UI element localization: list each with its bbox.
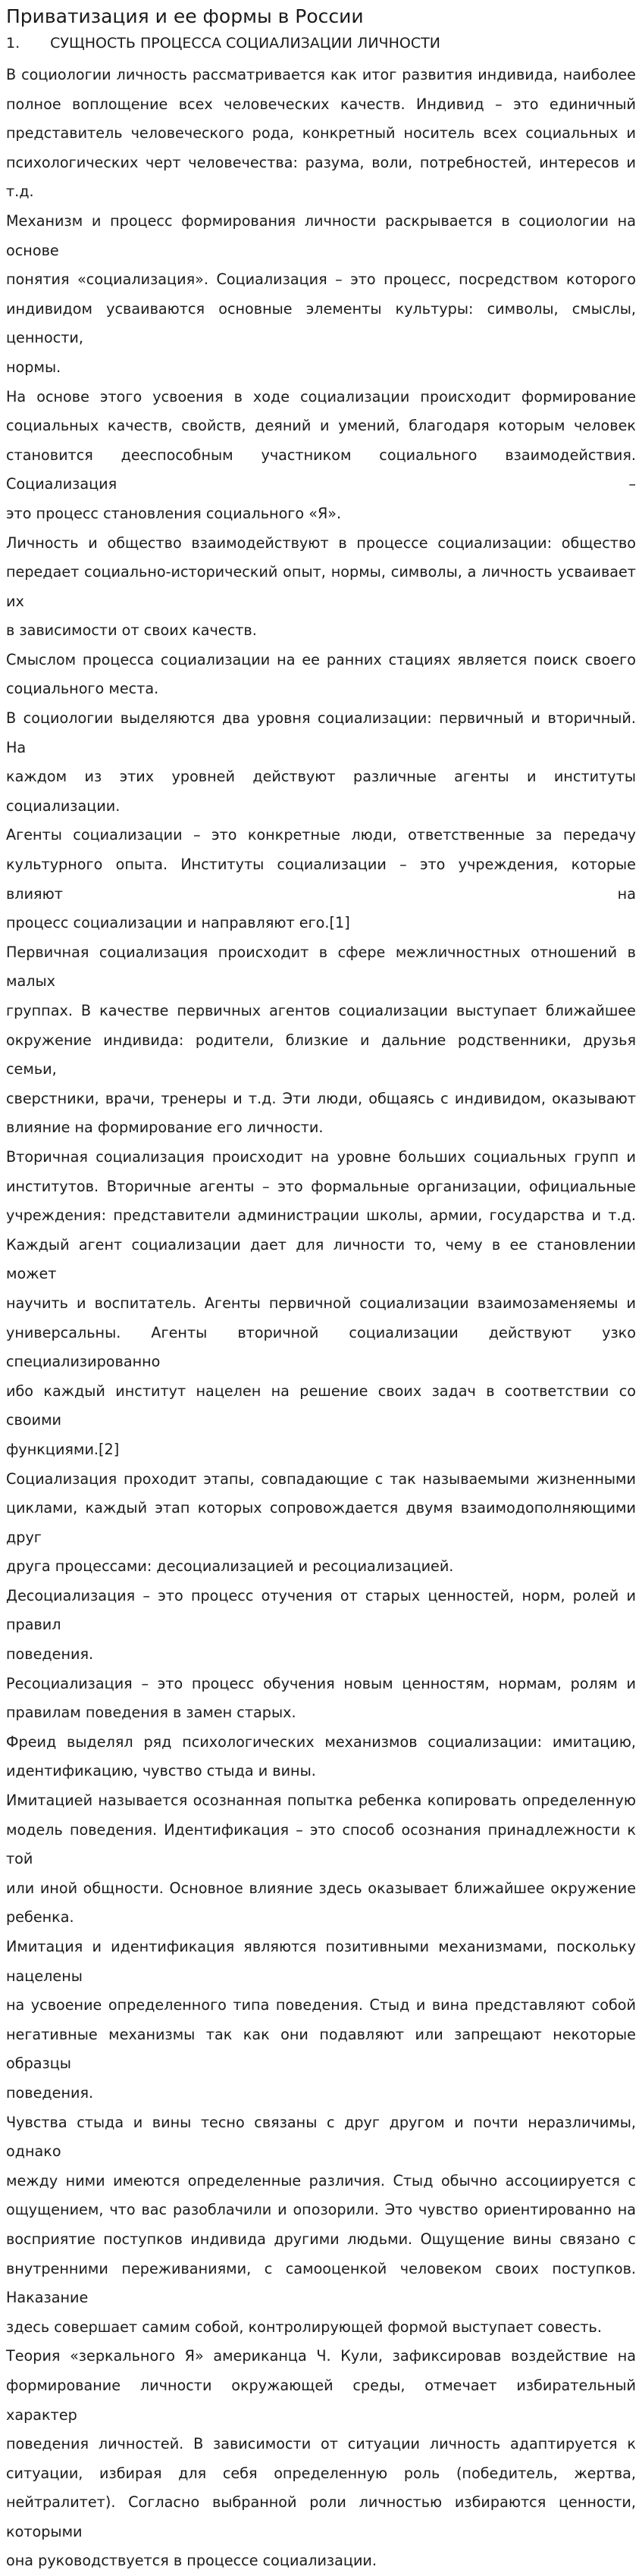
- paragraph: [6, 1143, 636, 1465]
- paragraph-line: каждом из этих уровней действуют различные агенты и институты социализации.: [6, 768, 636, 815]
- paragraph: [6, 821, 636, 937]
- section-number: 1.: [6, 35, 20, 52]
- paragraph-line: ситуации, избирая для себя определенную роль (победитель, жертва,: [6, 2464, 636, 2482]
- paragraph-line: нормы.: [6, 358, 61, 376]
- document-title: Приватизация и ее формы в России: [6, 5, 364, 27]
- paragraph-line: социальных качеств, свойств, деяний и умений, благодаря которым человек: [6, 417, 636, 435]
- paragraph-line: Первичная социализация происходит в сфере межличностных отношений в малых: [6, 943, 636, 991]
- paragraph-line: процесс социализации и направляют его.[1]: [6, 914, 350, 932]
- paragraph-line: ребенка.: [6, 1908, 74, 1927]
- paragraph: [6, 1933, 636, 2108]
- paragraph-line: т.д.: [6, 183, 34, 201]
- paragraph-line: становится дееспособным участником социального взаимодействия. Социализация –: [6, 446, 636, 493]
- paragraph: [6, 207, 636, 383]
- paragraph-line: циклами, каждый этап которых сопровождается двумя взаимодополняющими друг: [6, 1499, 636, 1546]
- paragraph-line: влияние на формирование его личности.: [6, 1119, 324, 1137]
- paragraph-line: Теория «зеркального Я» американца Ч. Кули, зафиксировав воздействие на: [6, 2347, 636, 2365]
- paragraph: [6, 2108, 636, 2343]
- paragraph-line: окружение индивида: родители, близкие и дальние родственники, друзья семьи,: [6, 1031, 636, 1078]
- paragraph-line: в зависимости от своих качеств.: [6, 621, 257, 640]
- paragraph-line: Агенты социализации – это конкретные люди, ответственные за передачу: [6, 826, 636, 844]
- paragraph-line: Ресоциализация – это процесс обучения новым ценностям, нормам, ролям и: [6, 1674, 636, 1692]
- paragraph: [6, 2342, 636, 2576]
- paragraph-line: между ними имеются определенные различия. Стыд обычно ассоциируется с: [6, 2171, 636, 2189]
- paragraph-line: Личность и общество взаимодействуют в процессе социализации: общество: [6, 534, 636, 552]
- paragraph-line: передает социально-исторический опыт, нормы, символы, а личность усваивает их: [6, 563, 636, 610]
- paragraph-line: сверстники, врачи, тренеры и т.д. Эти люди, общаясь с индивидом, оказывают: [6, 1089, 636, 1107]
- paragraph: [6, 61, 636, 207]
- paragraph-line: или иной общности. Основное влияние здесь оказывает ближайшее окружение: [6, 1879, 636, 1897]
- paragraph-line: Социализация проходит этапы, совпадающие с так называемыми жизненными: [6, 1470, 636, 1488]
- paragraph-line: здесь совершает самим собой, контролирующей формой выступает совесть.: [6, 2318, 602, 2336]
- paragraph-line: правилам поведения в замен старых.: [6, 1704, 296, 1722]
- paragraph-line: группах. В качестве первичных агентов социализации выступает ближайшее: [6, 1002, 636, 1019]
- paragraph-line: В социологии выделяются два уровня социализации: первичный и вторичный. На: [6, 709, 636, 756]
- paragraph-line: Каждый агент социализации дает для личности то, чему в ее становлении может: [6, 1235, 636, 1283]
- paragraph: [6, 1786, 636, 1933]
- paragraph-line: модель поведения. Идентификация – это способ осознания принадлежности к той: [6, 1820, 636, 1868]
- section-heading: [6, 33, 636, 53]
- paragraph-line: научить и воспитатель. Агенты первичной социализации взаимозаменяемы и: [6, 1294, 636, 1312]
- paragraph-line: Смыслом процесса социализации на ее ранних стациях является поиск своего: [6, 650, 636, 668]
- paragraph-line: Десоциализация – это процесс отучения от старых ценностей, норм, ролей и правил: [6, 1586, 636, 1634]
- paragraph-line: институтов. Вторичные агенты – это формальные организации, официальные: [6, 1177, 636, 1195]
- paragraph-line: внутренними переживаниями, с самооценкой человеком своих поступков. Наказание: [6, 2259, 636, 2307]
- paragraph-line: понятия «социализация». Социализация – это процесс, посредством которого: [6, 271, 636, 289]
- paragraph-line: функциями.[2]: [6, 1440, 120, 1458]
- paragraph-line: это процесс становления социального «Я».: [6, 504, 342, 522]
- paragraph: [6, 1728, 636, 1786]
- paragraph-line: представитель человеческого рода, конкретный носитель всех социальных и: [6, 124, 636, 142]
- paragraph: [6, 1465, 636, 1582]
- paragraph-line: Вторичная социализация происходит на уровне больших социальных групп и: [6, 1147, 636, 1166]
- paragraph-line: ощущением, что вас разоблачили и опозорили. Это чувство ориентированно на: [6, 2201, 636, 2219]
- paragraph-line: формирование личности окружающей среды, отмечает избирательный характер: [6, 2376, 636, 2424]
- paragraph-line: Механизм и процесс формирования личности раскрывается в социологии на основе: [6, 211, 636, 259]
- paragraph-line: культурного опыта. Институты социализации – это учреждения, которые влияют на: [6, 856, 636, 903]
- paragraph-line: поведения.: [6, 2083, 94, 2102]
- paragraph-line: поведения личностей. В зависимости от ситуации личность адаптируется к: [6, 2435, 636, 2453]
- paragraph: [6, 1670, 636, 1728]
- paragraph-line: негативные механизмы так как они подавляют или запрещают некоторые образцы: [6, 2025, 636, 2073]
- section-title: СУЩНОСТЬ ПРОЦЕССА СОЦИАЛИЗАЦИИ ЛИЧНОСТИ: [50, 35, 440, 52]
- paragraph: [6, 646, 636, 704]
- paragraph-line: Чувства стыда и вины тесно связаны с друг другом и почти неразличимы, однако: [6, 2113, 636, 2161]
- paragraph-line: ибо каждый институт нацелен на решение своих задач в соответствии со своими: [6, 1382, 636, 1429]
- paragraph-line: социального места.: [6, 680, 159, 698]
- paragraph-line: полное воплощение всех человеческих качеств. Индивид – это единичный: [6, 95, 636, 113]
- paragraph: [6, 704, 636, 821]
- paragraph-line: Имитацией называется осознанная попытка ребенка копировать определенную: [6, 1792, 636, 1810]
- paragraph-line: универсальны. Агенты вторичной социализации действуют узко специализированно: [6, 1323, 636, 1371]
- paragraph-line: учреждения: представители администрации школы, армии, государства и т.д.: [6, 1207, 636, 1225]
- paragraph-line: Фреид выделял ряд психологических механизмов социализации: имитацию,: [6, 1732, 636, 1751]
- paragraph-line: друга процессами: десоциализацией и ресоциализацией.: [6, 1557, 454, 1576]
- paragraph: [6, 383, 636, 529]
- paragraph-line: поведения.: [6, 1645, 94, 1664]
- paragraph: [6, 938, 636, 1143]
- paragraph-line: на усвоение определенного типа поведения. Стыд и вина представляют собой: [6, 1996, 636, 2014]
- paragraph-line: Имитация и идентификация являются позитивными механизмами, поскольку нацелены: [6, 1938, 636, 1985]
- paragraph: [6, 1582, 636, 1670]
- paragraph-line: В социологии личность рассматривается как итог развития индивида, наиболее: [6, 66, 636, 83]
- paragraph: [6, 529, 636, 646]
- paragraph-line: она руководствуется в процессе социализации.: [6, 2552, 377, 2570]
- paragraph-line: На основе этого усвоения в ходе социализации происходит формирование: [6, 387, 636, 405]
- paragraph-line: идентификацию, чувство стыда и вины.: [6, 1762, 316, 1780]
- paragraph-line: психологических черт человечества: разума, воли, потребностей, интересов и: [6, 153, 636, 171]
- paragraph-line: нейтралитет). Согласно выбранной роли личностью избираются ценности, которыми: [6, 2493, 636, 2540]
- paragraph-line: восприятие поступков индивида другими людьми. Ощущение вины связано с: [6, 2230, 636, 2248]
- document-body: [6, 61, 636, 2576]
- paragraph-line: индивидом усваиваются основные элементы культуры: символы, смыслы, ценности,: [6, 299, 636, 347]
